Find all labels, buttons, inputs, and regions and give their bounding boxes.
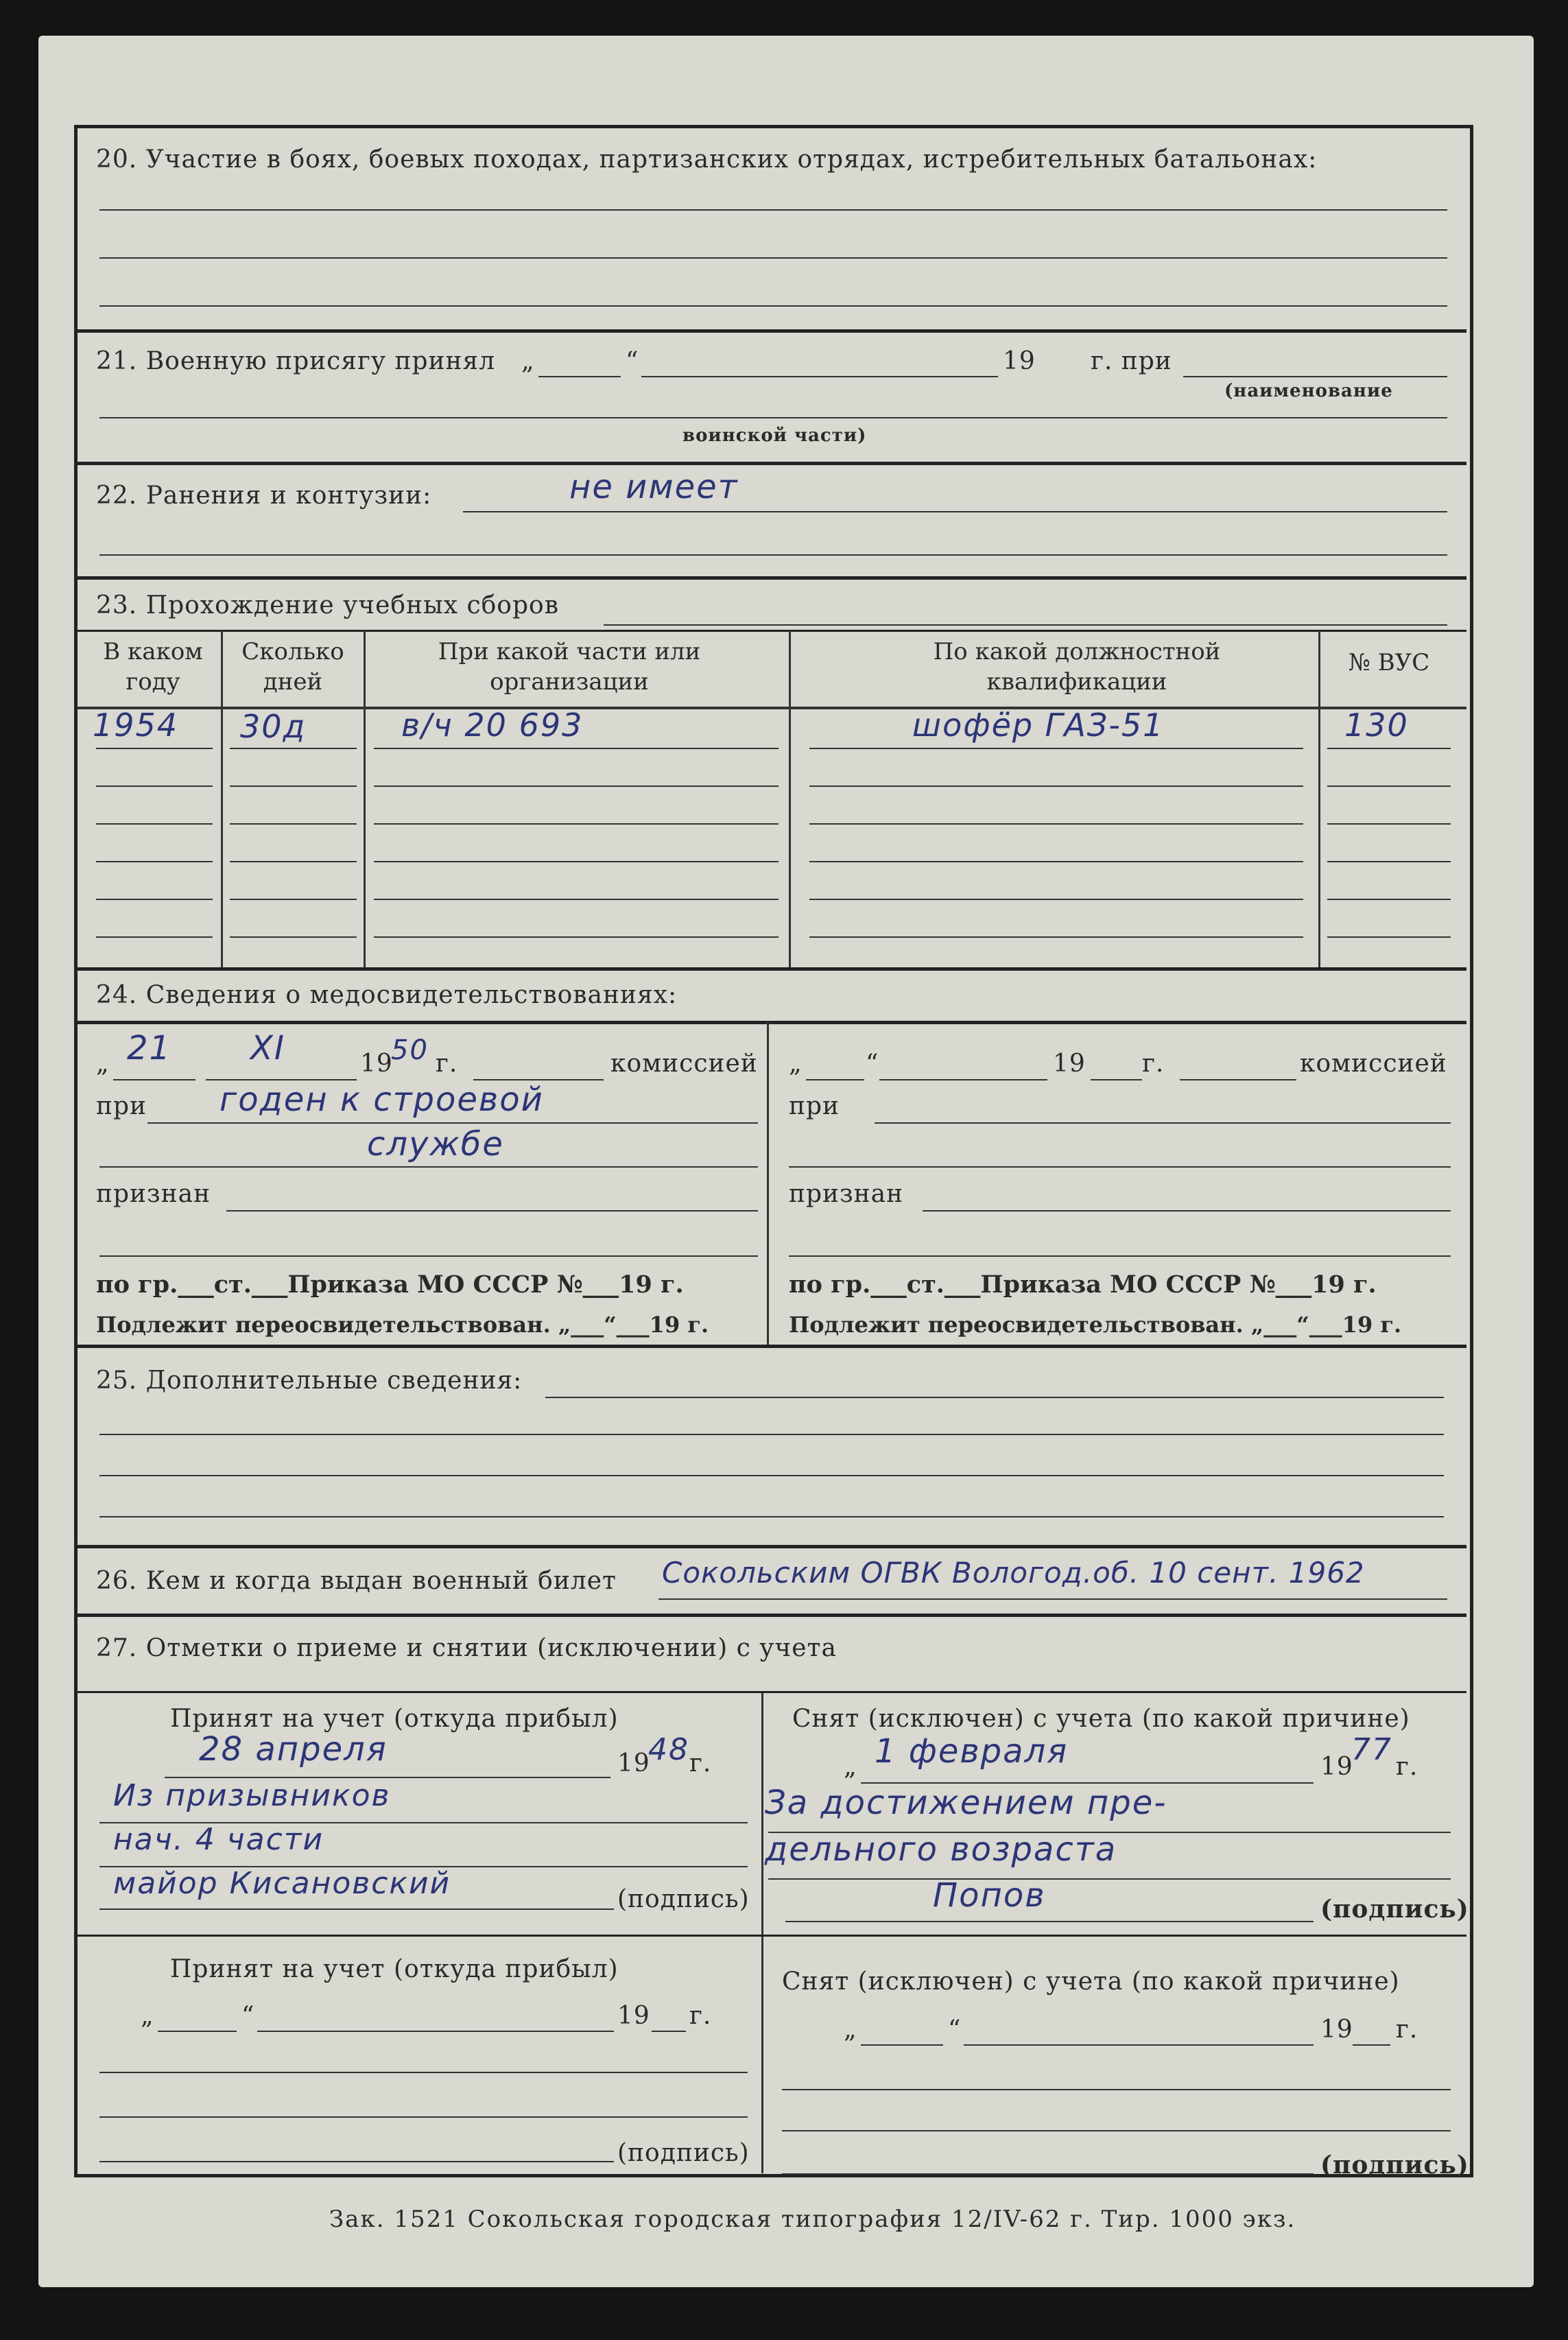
accepted-year-prefix: 19	[617, 1749, 650, 1777]
med-left-pri: при	[96, 1092, 147, 1120]
wounds-value: не имеет	[569, 468, 739, 506]
med-right-order: по гр.___ст.___Приказа МО СССР №___19 г.	[789, 1271, 1377, 1299]
rule	[99, 417, 1447, 418]
removed-title: Снят (исключен) с учета (по какой причине)	[792, 1705, 1410, 1733]
row-line	[96, 823, 213, 825]
med-left-year-prefix: 19	[360, 1050, 393, 1078]
rule	[99, 257, 1447, 259]
row-line	[374, 861, 779, 862]
rule	[782, 2089, 1451, 2090]
rule	[789, 1255, 1451, 1257]
rule	[99, 554, 1447, 556]
year-prefix: 19	[1003, 347, 1036, 375]
rule	[99, 1255, 758, 1257]
military-id-issuer: Сокольским ОГВК Вологод.об. 10 сент. 1962	[662, 1556, 1365, 1589]
removed-line-2: дельного возраста	[765, 1830, 1117, 1869]
col-divider	[364, 631, 366, 967]
note-unit: воинской части)	[682, 425, 867, 446]
signature-line	[785, 1921, 1314, 1922]
header-days: Сколько дней	[241, 638, 344, 696]
section-25-label: 25. Дополнительные сведения:	[96, 1367, 523, 1395]
row-line	[96, 748, 213, 749]
accepted-title: Принят на учет (откуда прибыл)	[170, 1705, 619, 1733]
rule	[99, 1166, 758, 1168]
accepted-2-year-prefix: 19	[617, 2002, 650, 2030]
row-line	[809, 936, 1303, 938]
section-26-label: 26. Кем и когда выдан военный билет	[96, 1567, 617, 1595]
removed-2-signature-label: (подпись)	[1320, 2151, 1469, 2179]
med-left-text1: годен к строевой	[219, 1080, 544, 1119]
quote-open: „	[521, 347, 535, 375]
row-line	[1327, 823, 1451, 825]
accepted-line-1: Из призывников	[113, 1778, 391, 1813]
blank-year	[1353, 2044, 1390, 2046]
removed-year: 77	[1351, 1732, 1392, 1767]
blank-day	[538, 376, 621, 377]
header-vus: № ВУС	[1348, 649, 1430, 676]
note-naming: (наименование	[1224, 381, 1393, 401]
training-days: 30д	[240, 708, 307, 745]
med-right-reexam: Подлежит переосвидетельствован. „___“___19 г.	[789, 1312, 1402, 1338]
section-divider	[78, 1021, 1466, 1024]
rule	[147, 1122, 758, 1124]
section-23-label: 23. Прохождение учебных сборов	[96, 591, 559, 619]
rule	[875, 1122, 1451, 1124]
row-line	[230, 748, 357, 749]
blank-commission	[1180, 1079, 1296, 1080]
blank-day	[806, 1079, 864, 1080]
removed-g: г.	[1396, 1753, 1418, 1781]
removed-date: 1 февраля	[875, 1732, 1069, 1771]
accepted-g: г.	[689, 1749, 712, 1777]
row-line	[809, 823, 1303, 825]
row-line	[374, 936, 779, 938]
rule	[782, 2130, 1451, 2131]
removed-2-g: г.	[1396, 2016, 1418, 2044]
section-divider	[78, 462, 1466, 465]
row-line	[374, 748, 779, 749]
rule	[658, 1598, 1447, 1600]
signature-line	[99, 2161, 614, 2162]
accepted-date: 28 апреля	[199, 1730, 388, 1769]
signature-line	[782, 2173, 1314, 2175]
row-line	[96, 785, 213, 787]
printer-footer: Зак. 1521 Сокольская городская типография 12/IV-62 г. Тир. 1000 экз.	[329, 2206, 1296, 2233]
section-divider	[78, 576, 1466, 580]
med-left-order: по гр.___ст.___Приказа МО СССР №___19 г.	[96, 1271, 684, 1299]
med-right-quote-close: “	[866, 1050, 879, 1078]
section-24-label: 24. Сведения о медосвидетельствованиях:	[96, 981, 678, 1009]
blank-year	[1091, 1079, 1142, 1080]
section-divider	[78, 1691, 1466, 1693]
training-year: 1954	[93, 707, 179, 744]
rule	[99, 1516, 1444, 1517]
quote-close: “	[626, 347, 639, 375]
removed-2-quote-close: “	[948, 2016, 962, 2044]
row-line	[374, 899, 779, 900]
row-line	[809, 861, 1303, 862]
training-vus: 130	[1344, 707, 1409, 744]
med-left-commission: комиссией	[610, 1050, 758, 1078]
row-line	[374, 785, 779, 787]
section-divider	[78, 329, 1466, 333]
row-line	[1327, 936, 1451, 938]
row-line	[1327, 748, 1451, 749]
removed-signature-label: (подпись)	[1320, 1895, 1469, 1924]
table-top	[78, 630, 1466, 632]
row-line	[230, 823, 357, 825]
removed-signature: Попов	[933, 1876, 1046, 1915]
med-right-commission: комиссией	[1300, 1050, 1447, 1078]
removed-quote: „	[844, 1753, 857, 1781]
rule	[768, 1878, 1451, 1880]
med-right-pri: при	[789, 1092, 840, 1120]
training-qualification: шофёр ГАЗ-51	[912, 707, 1165, 744]
removed-2-quote: „	[844, 2016, 857, 2044]
row-line	[96, 899, 213, 900]
removed-line-1: За достижением пре-	[765, 1784, 1167, 1822]
accepted-2-g: г.	[689, 2002, 712, 2030]
col-divider	[767, 1022, 769, 1345]
med-left-reexam: Подлежит переосвидетельствован. „___“___19 г.	[96, 1312, 709, 1338]
med-right-year: 19	[1053, 1050, 1086, 1078]
accepted-line-2: нач. 4 части	[113, 1822, 324, 1857]
section-divider	[78, 1345, 1466, 1348]
accepted-2-quote-close: “	[241, 2002, 255, 2030]
row-line	[96, 936, 213, 938]
rule	[99, 305, 1447, 307]
med-left-year: 50	[391, 1035, 429, 1066]
section-22-label: 22. Ранения и контузии:	[96, 482, 432, 510]
blank-month	[641, 376, 998, 377]
med-left-priznan: признан	[96, 1180, 211, 1208]
med-left-month: XI	[250, 1029, 286, 1067]
row-line	[374, 823, 779, 825]
blank-month	[257, 2031, 614, 2032]
rule	[1372, 624, 1447, 626]
med-right-g: г.	[1142, 1050, 1165, 1078]
blank-year	[652, 2031, 686, 2032]
row-line	[809, 785, 1303, 787]
row-line	[96, 861, 213, 862]
rule	[463, 511, 1447, 512]
row-line	[1327, 861, 1451, 862]
section-21-label: 21. Военную присягу принял	[96, 347, 496, 375]
header-unit: При какой части или организации	[438, 638, 701, 696]
med-left-text2: службе	[367, 1125, 504, 1163]
year-suffix-label: г. при	[1091, 347, 1172, 375]
removed-year-prefix: 19	[1320, 1753, 1353, 1781]
rule	[99, 1434, 1444, 1435]
rule	[99, 1475, 1444, 1476]
row-line	[230, 785, 357, 787]
accepted-line-3: майор Кисановский	[113, 1866, 451, 1901]
blank-month	[964, 2044, 1314, 2046]
rule	[923, 1210, 1451, 1212]
row-line	[230, 936, 357, 938]
rule	[545, 1397, 1444, 1398]
section-divider	[78, 1545, 1466, 1548]
med-right-quote: „	[789, 1050, 803, 1078]
row-line	[230, 899, 357, 900]
row-line	[809, 899, 1303, 900]
med-right-priznan: признан	[789, 1180, 904, 1208]
row-line	[230, 861, 357, 862]
accepted-2-signature-label: (подпись)	[617, 2139, 750, 2167]
accepted-year: 48	[648, 1732, 689, 1767]
section-divider	[78, 967, 1466, 971]
section-27-label: 27. Отметки о приеме и снятии (исключении) с учета	[96, 1634, 837, 1662]
rule	[99, 2116, 748, 2118]
blank-day	[158, 2031, 237, 2032]
med-left-g: г.	[436, 1050, 458, 1078]
blank-day	[113, 1079, 195, 1080]
removed-title-2: Снят (исключен) с учета (по какой причине)	[782, 1967, 1400, 1996]
row-line	[1327, 899, 1451, 900]
header-year: В каком году	[103, 638, 203, 696]
rule	[99, 209, 1447, 211]
removed-2-year-prefix: 19	[1320, 2016, 1353, 2044]
med-left-day: 21	[127, 1029, 172, 1067]
rule	[789, 1166, 1451, 1168]
header-qualification: По какой должностной квалификации	[933, 638, 1221, 696]
rule	[604, 624, 1379, 626]
accepted-2-quote: „	[141, 2002, 154, 2030]
col-divider	[789, 631, 791, 967]
col-divider	[1318, 631, 1320, 967]
accepted-title-2: Принят на учет (откуда прибыл)	[170, 1955, 619, 1983]
blank-day	[861, 2044, 943, 2046]
col-divider	[761, 1693, 763, 2173]
section-divider	[78, 1935, 1466, 1937]
row-line	[809, 748, 1303, 749]
col-divider	[221, 631, 223, 967]
blank-month	[879, 1079, 1047, 1080]
section-20-label: 20. Участие в боях, боевых походах, партизанских отрядах, истребительных батальонах:	[96, 145, 1318, 174]
training-unit: в/ч 20 693	[401, 707, 584, 744]
accepted-signature-label: (подпись)	[617, 1885, 750, 1913]
blank-unit	[1183, 376, 1447, 377]
rule	[99, 2072, 748, 2073]
section-divider	[78, 1614, 1466, 1617]
med-left-quote: „	[96, 1050, 110, 1078]
signature-line	[99, 1908, 614, 1910]
rule	[226, 1210, 758, 1212]
row-line	[1327, 785, 1451, 787]
